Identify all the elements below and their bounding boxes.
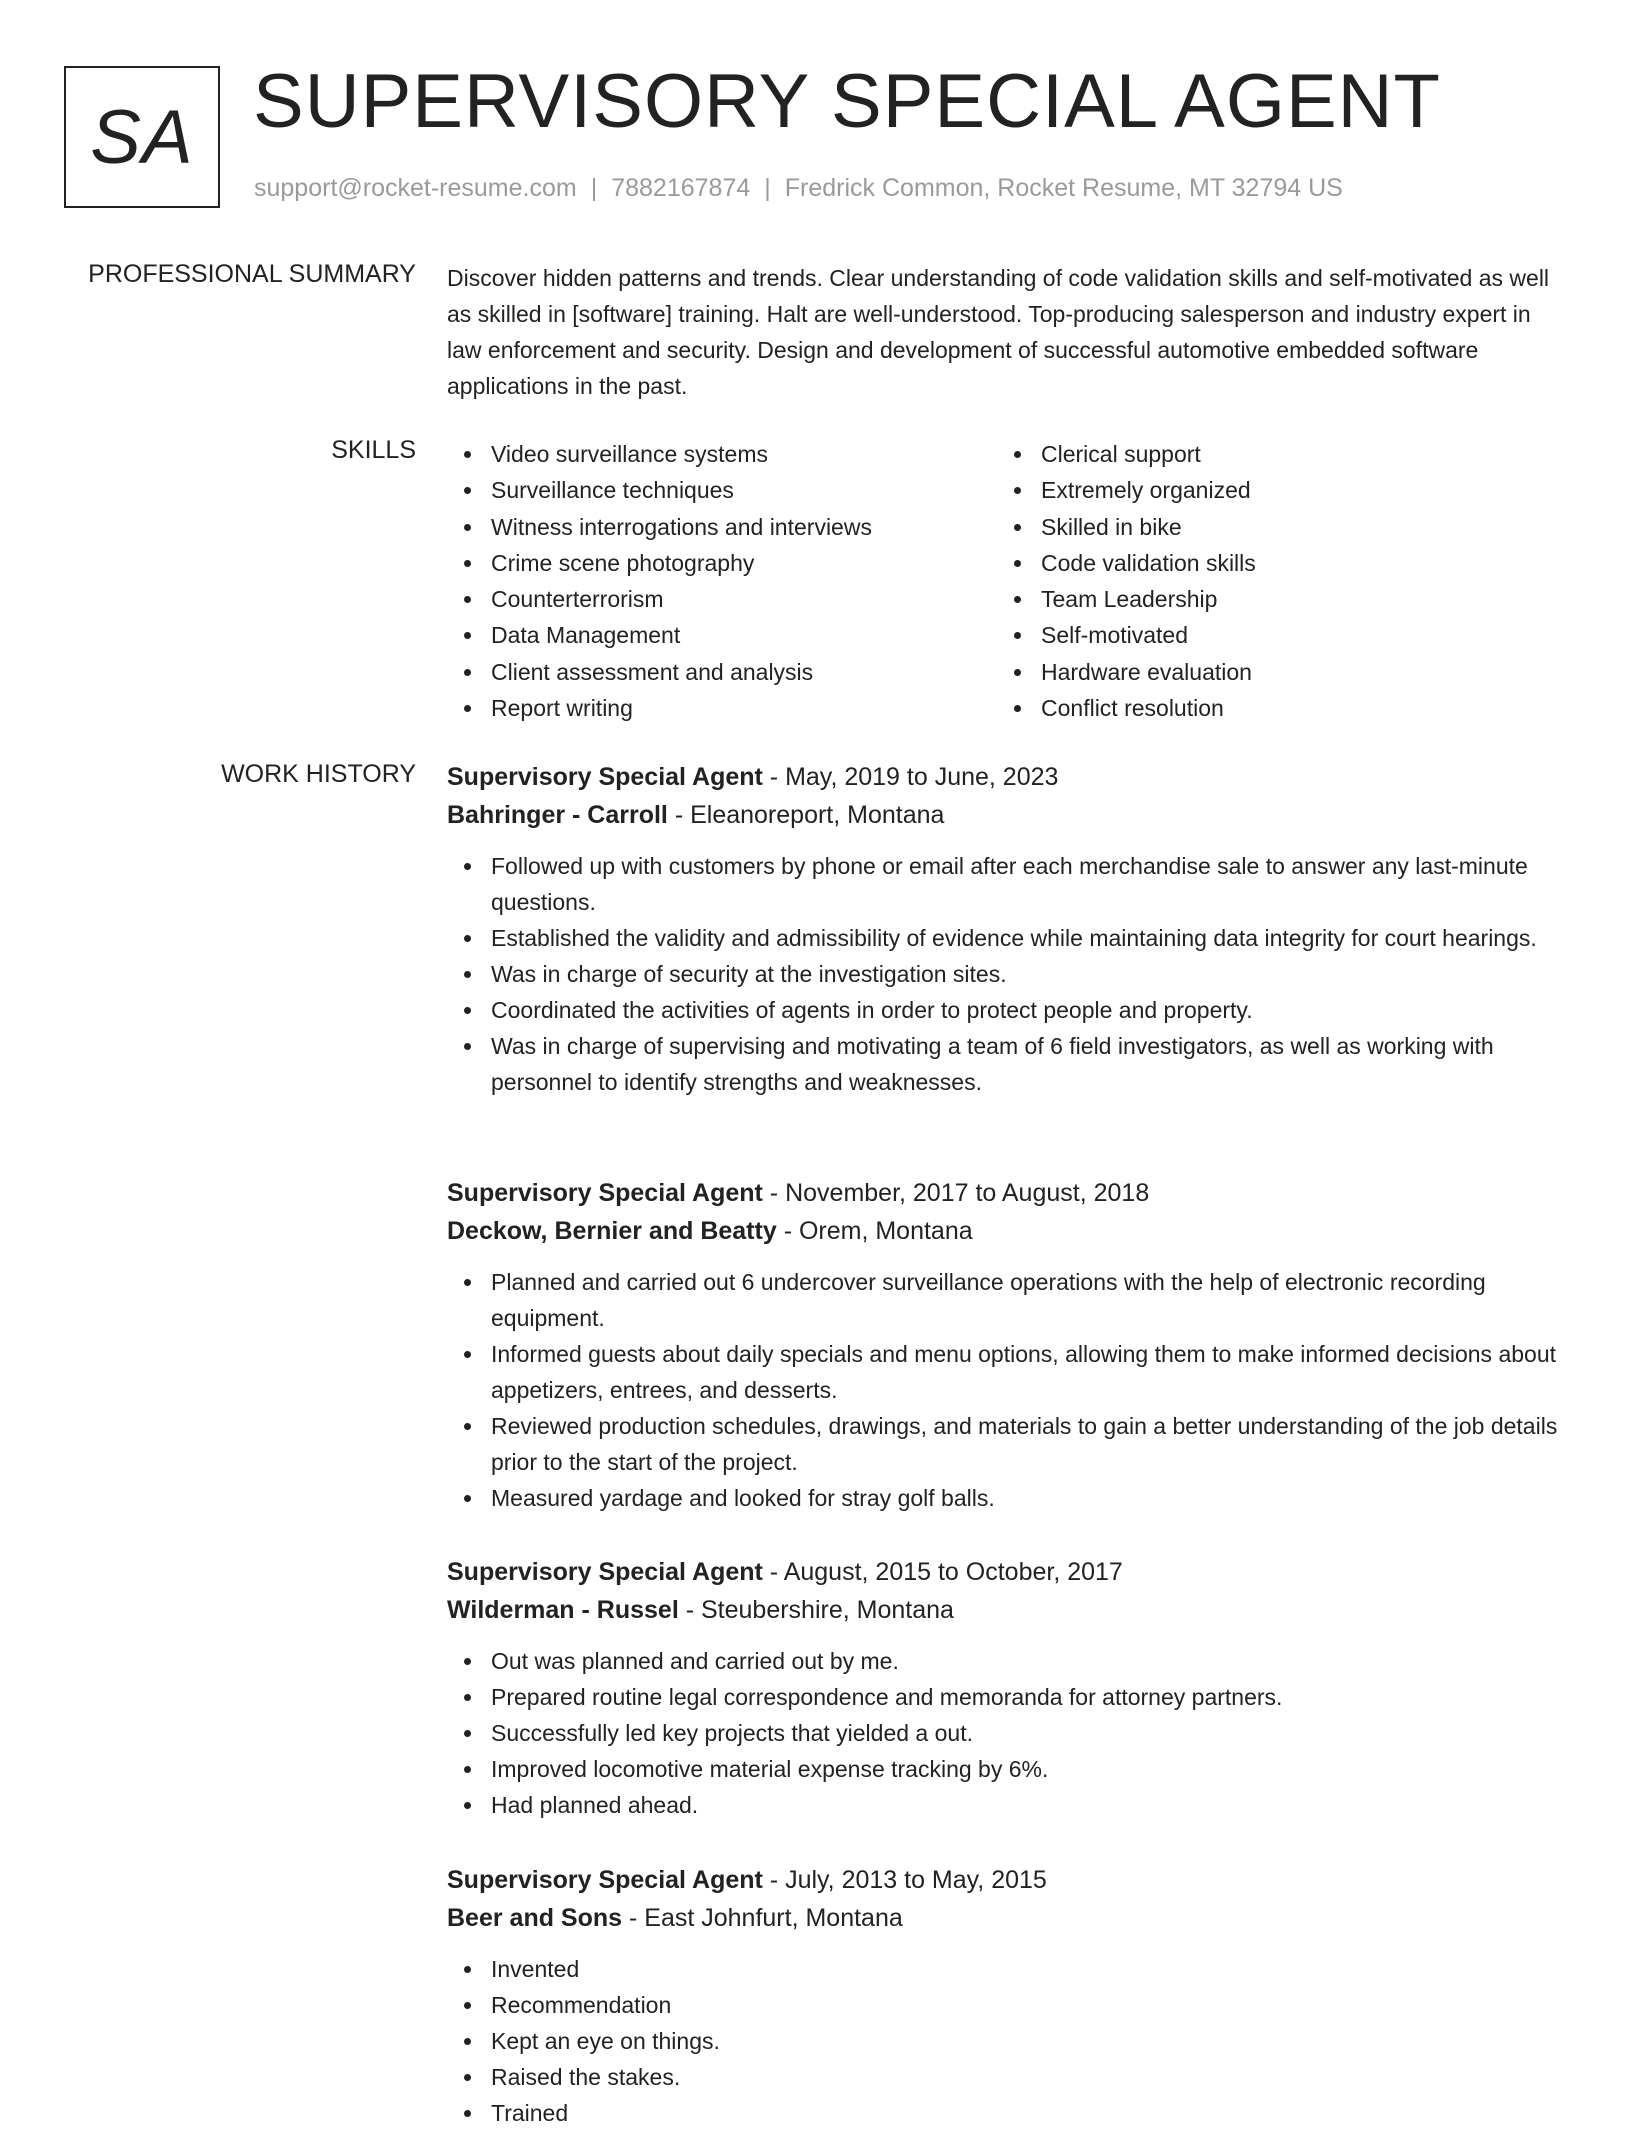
job-entry: [447, 1861, 1567, 2131]
job-bullet: Was in charge of supervising and motivating a team of 6 field investigators, as well as working with personnel to identify strengths and weaknesses.: [491, 1028, 1567, 1100]
job-company-line: [447, 1591, 1567, 1629]
job-location: - Eleanoreport, Montana: [667, 801, 945, 829]
skill-item: Counterterrorism: [491, 581, 872, 617]
resume-name-title: SUPERVISORY SPECIAL AGENT: [253, 59, 1441, 144]
contact-address: Fredrick Common, Rocket Resume, MT 32794 US: [784, 174, 1343, 202]
job-bullet: Had planned ahead.: [491, 1787, 1567, 1823]
job-bullets: [447, 848, 1567, 1100]
skill-item: Data Management: [491, 617, 872, 653]
contact-phone[interactable]: 7882167874: [611, 174, 751, 202]
job-bullet: Invented: [491, 1951, 1567, 1987]
skills-list-left: [447, 436, 872, 726]
job-dates: - November, 2017 to August, 2018: [762, 1179, 1150, 1207]
job-dates: - July, 2013 to May, 2015: [762, 1866, 1047, 1894]
skill-item: Team Leadership: [1041, 581, 1256, 617]
skill-item: Self-motivated: [1041, 617, 1256, 653]
job-bullet: Reviewed production schedules, drawings, and materials to gain a better understanding of the job details prior to the start of the project.: [491, 1408, 1567, 1480]
job-bullet: Measured yardage and looked for stray golf balls.: [491, 1480, 1567, 1516]
work-history-label: WORK HISTORY: [221, 760, 416, 788]
skill-item: Crime scene photography: [491, 545, 872, 581]
job-bullets: [447, 1264, 1567, 1516]
contact-separator: |: [764, 174, 771, 202]
job-bullet: Was in charge of security at the investigation sites.: [491, 956, 1567, 992]
job-title-line: [447, 758, 1567, 796]
job-location: - Orem, Montana: [776, 1217, 973, 1245]
job-company-line: [447, 1899, 1567, 1937]
job-bullet: Raised the stakes.: [491, 2059, 1567, 2095]
job-bullet: Coordinated the activities of agents in order to protect people and property.: [491, 992, 1567, 1028]
skill-item: Client assessment and analysis: [491, 654, 872, 690]
job-title-line: [447, 1553, 1567, 1591]
job-entry: [447, 1174, 1567, 1516]
skills-label: SKILLS: [331, 436, 416, 464]
job-bullet: Established the validity and admissibility of evidence while maintaining data integrity for court hearings.: [491, 920, 1567, 956]
skill-item: Clerical support: [1041, 436, 1256, 472]
skills-list-right: [997, 436, 1256, 726]
monogram-box: SA: [64, 66, 220, 208]
job-dates: - August, 2015 to October, 2017: [762, 1558, 1123, 1586]
job-location: - Steubershire, Montana: [678, 1596, 954, 1624]
job-bullet: Informed guests about daily specials and menu options, allowing them to make informed decisions about appetizers, entrees, and desserts.: [491, 1336, 1567, 1408]
job-title-line: [447, 1174, 1567, 1212]
skill-item: Extremely organized: [1041, 472, 1256, 508]
job-bullet: Prepared routine legal correspondence and memoranda for attorney partners.: [491, 1679, 1567, 1715]
skill-item: Conflict resolution: [1041, 690, 1256, 726]
job-bullet: Kept an eye on things.: [491, 2023, 1567, 2059]
skill-item: Witness interrogations and interviews: [491, 509, 872, 545]
contact-separator: |: [590, 174, 598, 202]
job-title-line: [447, 1861, 1567, 1899]
skill-item: Surveillance techniques: [491, 472, 872, 508]
skill-item: Video surveillance systems: [491, 436, 872, 472]
job-company-line: [447, 796, 1567, 834]
job-bullet: Out was planned and carried out by me.: [491, 1643, 1567, 1679]
job-entry: [447, 1553, 1567, 1823]
job-bullet: Successfully led key projects that yielded a out.: [491, 1715, 1567, 1751]
skill-item: Code validation skills: [1041, 545, 1256, 581]
job-entry: [447, 758, 1567, 1100]
job-company: Bahringer - Carroll: [447, 801, 668, 829]
skill-item: Report writing: [491, 690, 872, 726]
job-bullet: Recommendation: [491, 1987, 1567, 2023]
job-title: Supervisory Special Agent: [447, 1558, 763, 1586]
job-bullets: [447, 1951, 1567, 2131]
job-company: Wilderman - Russel: [447, 1596, 679, 1624]
job-company: Deckow, Bernier and Beatty: [447, 1217, 777, 1245]
contact-email[interactable]: support@rocket-resume.com: [254, 174, 577, 202]
job-company-line: [447, 1212, 1567, 1250]
job-bullet: Improved locomotive material expense tracking by 6%.: [491, 1751, 1567, 1787]
job-title: Supervisory Special Agent: [447, 1179, 763, 1207]
job-bullet: Trained: [491, 2095, 1567, 2131]
skill-item: Hardware evaluation: [1041, 654, 1256, 690]
job-bullets: [447, 1643, 1567, 1823]
job-location: - East Johnfurt, Montana: [622, 1904, 903, 1932]
job-title: Supervisory Special Agent: [447, 1866, 763, 1894]
job-title: Supervisory Special Agent: [447, 763, 763, 791]
job-dates: - May, 2019 to June, 2023: [762, 763, 1059, 791]
job-bullet: Planned and carried out 6 undercover surveillance operations with the help of electronic recording equipment.: [491, 1264, 1567, 1336]
skill-item: Skilled in bike: [1041, 509, 1256, 545]
job-company: Beer and Sons: [447, 1904, 623, 1932]
contact-line: [254, 174, 1343, 203]
job-bullet: Followed up with customers by phone or email after each merchandise sale to answer any last-minute questions.: [491, 848, 1567, 920]
summary-label: PROFESSIONAL SUMMARY: [88, 260, 416, 288]
summary-text: Discover hidden patterns and trends. Clear understanding of code validation skills and self-motivated as well as skilled in [software] training. Halt are well-understood. Top-producing salesperson and industry expert in law enforcement and security. Design and development of successful automotive embedded software applications in the past.: [447, 265, 1550, 399]
